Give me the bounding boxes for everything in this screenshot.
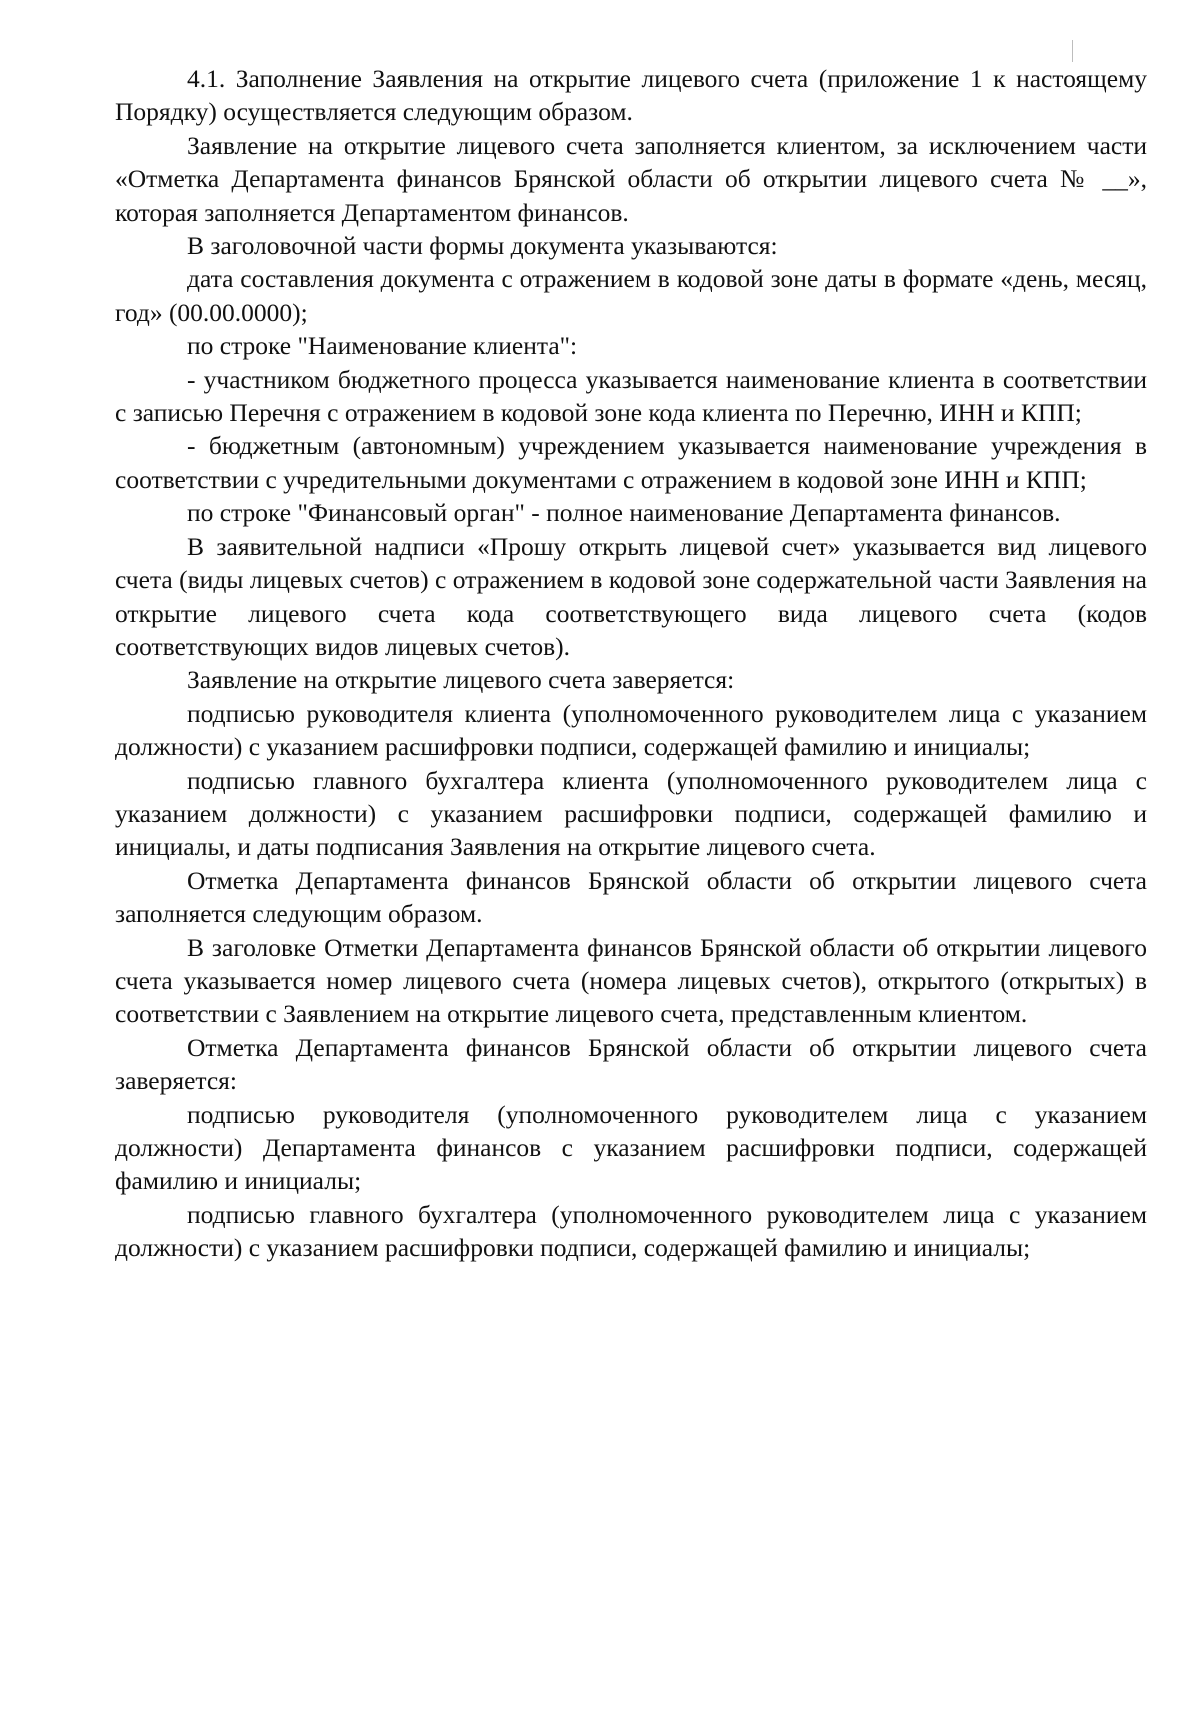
scan-artifact-line: [1072, 40, 1073, 62]
document-page: [115, 62, 1147, 1265]
paragraph-application-certified: Заявление на открытие лицевого счета заверяется:: [187, 665, 735, 695]
paragraph-client-name-line: по строке "Наименование клиента":: [187, 331, 578, 361]
paragraph-application-filled-by-client: Заявление на открытие лицевого счета заполняется клиентом, за исключением части «Отметка Департамента финансов Брянской области об открытии лицевого счета № __», которая заполняется Департаментом финансов.: [115, 130, 1147, 227]
paragraph-financial-body: по строке "Финансовый орган" - полное наименование Департамента финансов.: [187, 498, 1061, 528]
paragraph-department-mark: Отметка Департамента финансов Брянской области об открытии лицевого счета заполняется следующим образом.: [115, 865, 1147, 929]
paragraph-mark-heading: В заголовке Отметки Департамента финансов Брянской области об открытии лицевого счета указывается номер лицевого счета (номера лицевых счетов), открытого (открытых) в соответствии с Заявлением на открытие лицевого счета, представленным клиентом.: [115, 932, 1147, 1029]
paragraph-budget-participant: - участником бюджетного процесса указывается наименование клиента в соответствии с записью Перечня с отражением в кодовой зоне кода клиента по Перечню, ИНН и КПП;: [115, 364, 1147, 428]
paragraph-head-signature: подписью руководителя клиента (уполномоченного руководителем лица с указанием должности) с указанием расшифровки подписи, содержащей фамилию и инициалы;: [115, 698, 1147, 762]
paragraph-chief-accountant-signature: подписью главного бухгалтера клиента (уполномоченного руководителем лица с указанием должности) с указанием расшифровки подписи, содержащей фамилию и инициалы, и даты подписания Заявления на открытие лицевого счета.: [115, 765, 1147, 862]
paragraph-document-date: дата составления документа с отражением в кодовой зоне даты в формате «день, месяц, год» (00.00.0000);: [115, 264, 1147, 327]
paragraph-request-inscription: В заявительной надписи «Прошу открыть лицевой счет» указывается вид лицевого счета (виды лицевых счетов) с отражением в кодовой зоне содержательной части Заявления на открытие лицевого счета кода соответствующего вида лицевого счета (кодов соответствующих видов лицевых счетов).: [115, 531, 1147, 661]
paragraph-mark-certified: Отметка Департамента финансов Брянской области об открытии лицевого счета заверяется:: [115, 1032, 1147, 1096]
paragraph-department-head-signature: подписью руководителя (уполномоченного руководителем лица с указанием должности) Департамента финансов с указанием расшифровки подписи, содержащей фамилию и инициалы;: [115, 1099, 1147, 1196]
paragraph-department-accountant-signature: подписью главного бухгалтера (уполномоченного руководителем лица с указанием должности) с указанием расшифровки подписи, содержащей фамилию и инициалы;: [115, 1199, 1147, 1263]
paragraph-budget-institution: - бюджетным (автономным) учреждением указывается наименование учреждения в соответствии с учредительными документами с отражением в кодовой зоне ИНН и КПП;: [115, 431, 1147, 494]
section-4-1-paragraph: 4.1. Заполнение Заявления на открытие лицевого счета (приложение 1 к настоящему Порядку) осуществляется следующим образом.: [115, 64, 1147, 127]
paragraph-header-part: В заголовочной части формы документа указываются:: [187, 231, 778, 261]
